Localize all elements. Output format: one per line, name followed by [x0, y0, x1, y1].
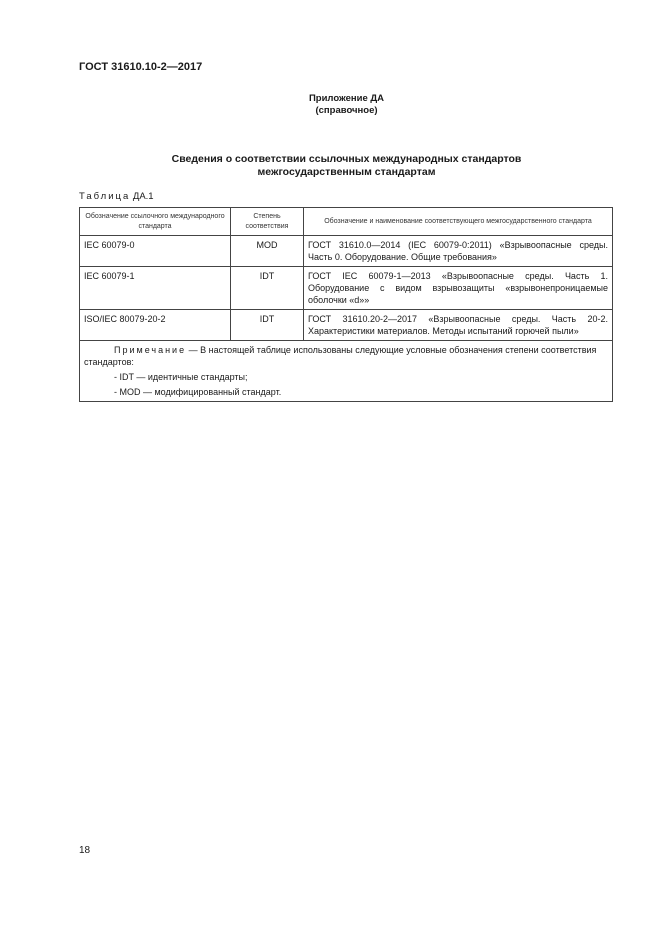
table-caption-prefix: Таблица — [79, 191, 131, 202]
column-header-national: Обозначение и наименование соответствующего межгосударственного стандарта — [304, 208, 613, 236]
reference-standard-cell: IEC 60079-0 — [80, 236, 231, 267]
document-code: ГОСТ 31610.10-2—2017 — [79, 61, 203, 73]
table-note — [80, 341, 613, 402]
reference-standard-cell: IEC 60079-1 — [80, 267, 231, 310]
table-header-row — [80, 208, 613, 236]
appendix-subtitle: (справочное) — [315, 105, 378, 116]
table-row — [80, 236, 613, 267]
table-caption — [79, 191, 154, 202]
note-item: - MOD — модифицированный стандарт. — [114, 387, 282, 397]
table-note-row — [80, 341, 613, 402]
note-body: — В настоящей таблице использованы следующие условные обозначения степени соответствия стандартов: — [84, 345, 597, 367]
section-heading-line1: Сведения о соответствии ссылочных международных стандартов — [171, 153, 522, 165]
reference-standard-cell: ISO/IEC 80079-20-2 — [80, 310, 231, 341]
national-standard-cell: ГОСТ IEC 60079-1—2013 «Взрывоопасные среды. Часть 1. Оборудование с видом взрывозащиты «взрывонепроницаемые оболочки «d»» — [304, 267, 613, 310]
table-row — [80, 267, 613, 310]
table-row — [80, 310, 613, 341]
note-label: Примечание — [114, 345, 187, 355]
section-heading-line2: межгосударственным стандартам — [257, 166, 436, 178]
degree-cell: IDT — [231, 267, 304, 310]
standards-table — [79, 207, 613, 402]
column-header-degree: Степень соответствия — [231, 208, 304, 236]
column-header-reference: Обозначение ссылочного международного стандарта — [80, 208, 231, 236]
national-standard-cell: ГОСТ 31610.0—2014 (IEC 60079-0:2011) «Взрывоопасные среды. Часть 0. Оборудование. Общие требования» — [304, 236, 613, 267]
degree-cell: MOD — [231, 236, 304, 267]
national-standard-cell: ГОСТ 31610.20-2—2017 «Взрывоопасные среды. Часть 20-2. Характеристики материалов. Методы испытаний горючей пыли» — [304, 310, 613, 341]
appendix-heading — [0, 93, 661, 117]
note-text — [84, 344, 608, 368]
note-item: - IDT — идентичные стандарты; — [114, 372, 248, 382]
table-caption-id: ДА.1 — [132, 191, 154, 202]
degree-cell: IDT — [231, 310, 304, 341]
section-heading — [0, 153, 661, 179]
page-number: 18 — [79, 845, 91, 856]
appendix-title: Приложение ДА — [308, 93, 385, 104]
